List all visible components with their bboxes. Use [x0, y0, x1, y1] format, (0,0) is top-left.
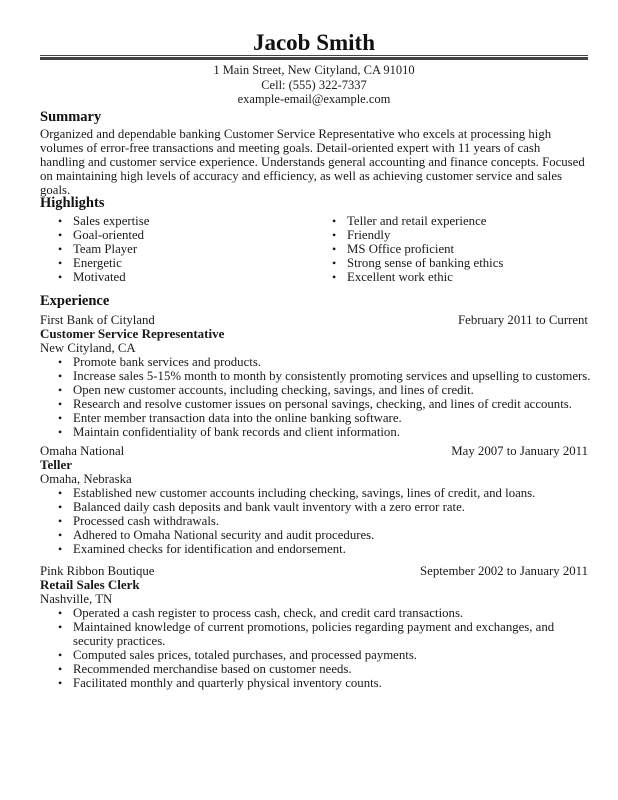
job-bullet: • Facilitated monthly and quarterly physical inventory counts.	[40, 676, 588, 690]
job-bullets	[40, 355, 591, 439]
job-title: Retail Sales Clerk	[40, 577, 140, 592]
job-entry	[40, 564, 588, 690]
job-dates: February 2011 to Current	[458, 313, 588, 327]
job-bullet: • Operated a cash register to process cash, check, and credit card transactions.	[40, 606, 588, 620]
highlights-heading: Highlights	[40, 195, 105, 211]
job-company: Omaha National	[40, 444, 125, 458]
job-bullet: • Maintain confidentiality of bank records and client information.	[40, 425, 588, 439]
contact-address: 1 Main Street, New Cityland, CA 91010	[213, 63, 415, 77]
highlights-right-list	[314, 214, 503, 284]
job-bullet: • Enter member transaction data into the online banking software.	[40, 411, 588, 425]
job-title: Teller	[40, 457, 73, 472]
highlight-item: • Strong sense of banking ethics	[314, 256, 503, 270]
job-location: Nashville, TN	[40, 592, 113, 606]
job-bullet: • Increase sales 5-15% month to month by consistently promoting services and upselling to customers.	[40, 369, 588, 383]
highlight-item: • Excellent work ethic	[314, 270, 503, 284]
job-bullet: • Maintained knowledge of current promotions, policies regarding payment and exchanges, and security practices.	[40, 620, 585, 648]
contact-phone: Cell: (555) 322-7337	[261, 77, 367, 92]
job-company: Pink Ribbon Boutique	[40, 564, 155, 578]
job-bullet: • Examined checks for identification and endorsement.	[40, 542, 588, 556]
highlight-item: • Sales expertise	[40, 214, 149, 228]
job-bullet: • Computed sales prices, totaled purchases, and processed payments.	[40, 648, 588, 662]
job-location: Omaha, Nebraska	[40, 472, 132, 486]
job-bullet: • Balanced daily cash deposits and bank vault inventory with a zero error rate.	[40, 500, 588, 514]
job-bullet: • Established new customer accounts including checking, savings, lines of credit, and loans.	[40, 486, 588, 500]
highlight-item: • Motivated	[40, 270, 149, 284]
summary-text: Organized and dependable banking Customer Service Representative who excels at processing high volumes of error-free transactions and meeting goals. Detail-oriented expert with 11 years of cash handling and customer service experience. Understands general accounting and finance concepts. Focused on maintaining high levels of accuracy and efficiency, as well as achieving customer service and sales goals.	[40, 127, 585, 197]
experience-heading: Experience	[40, 293, 110, 309]
job-title: Customer Service Representative	[40, 326, 225, 341]
candidate-name: Jacob Smith	[252, 30, 376, 55]
job-dates: May 2007 to January 2011	[451, 444, 588, 458]
job-bullet: • Promote bank services and products.	[40, 355, 588, 369]
header-rule-thin	[40, 55, 588, 56]
job-bullet: • Open new customer accounts, including checking, savings, and lines of credit.	[40, 383, 588, 397]
job-bullets	[40, 486, 588, 556]
job-bullet: • Research and resolve customer issues on personal savings, checking, and lines of credit accounts.	[40, 397, 588, 411]
highlight-item: • Goal-oriented	[40, 228, 149, 242]
job-bullet: • Processed cash withdrawals.	[40, 514, 588, 528]
highlight-item: • Friendly	[314, 228, 503, 242]
header-rule-thick	[40, 57, 588, 60]
job-entry	[40, 444, 588, 556]
contact-email: example-email@example.com	[237, 92, 391, 106]
job-bullets	[40, 606, 588, 690]
highlights-left-list	[40, 214, 149, 284]
summary-heading: Summary	[40, 109, 102, 125]
job-location: New Cityland, CA	[40, 341, 136, 355]
contact-block	[40, 63, 588, 107]
job-entry	[40, 313, 591, 439]
job-dates: September 2002 to January 2011	[420, 564, 588, 578]
job-bullet: • Recommended merchandise based on customer needs.	[40, 662, 588, 676]
highlight-item: • Team Player	[40, 242, 149, 256]
highlight-item: • Teller and retail experience	[314, 214, 503, 228]
job-bullet: • Adhered to Omaha National security and audit procedures.	[40, 528, 588, 542]
highlight-item: • MS Office proficient	[314, 242, 503, 256]
job-company: First Bank of Cityland	[40, 313, 155, 327]
highlight-item: • Energetic	[40, 256, 149, 270]
